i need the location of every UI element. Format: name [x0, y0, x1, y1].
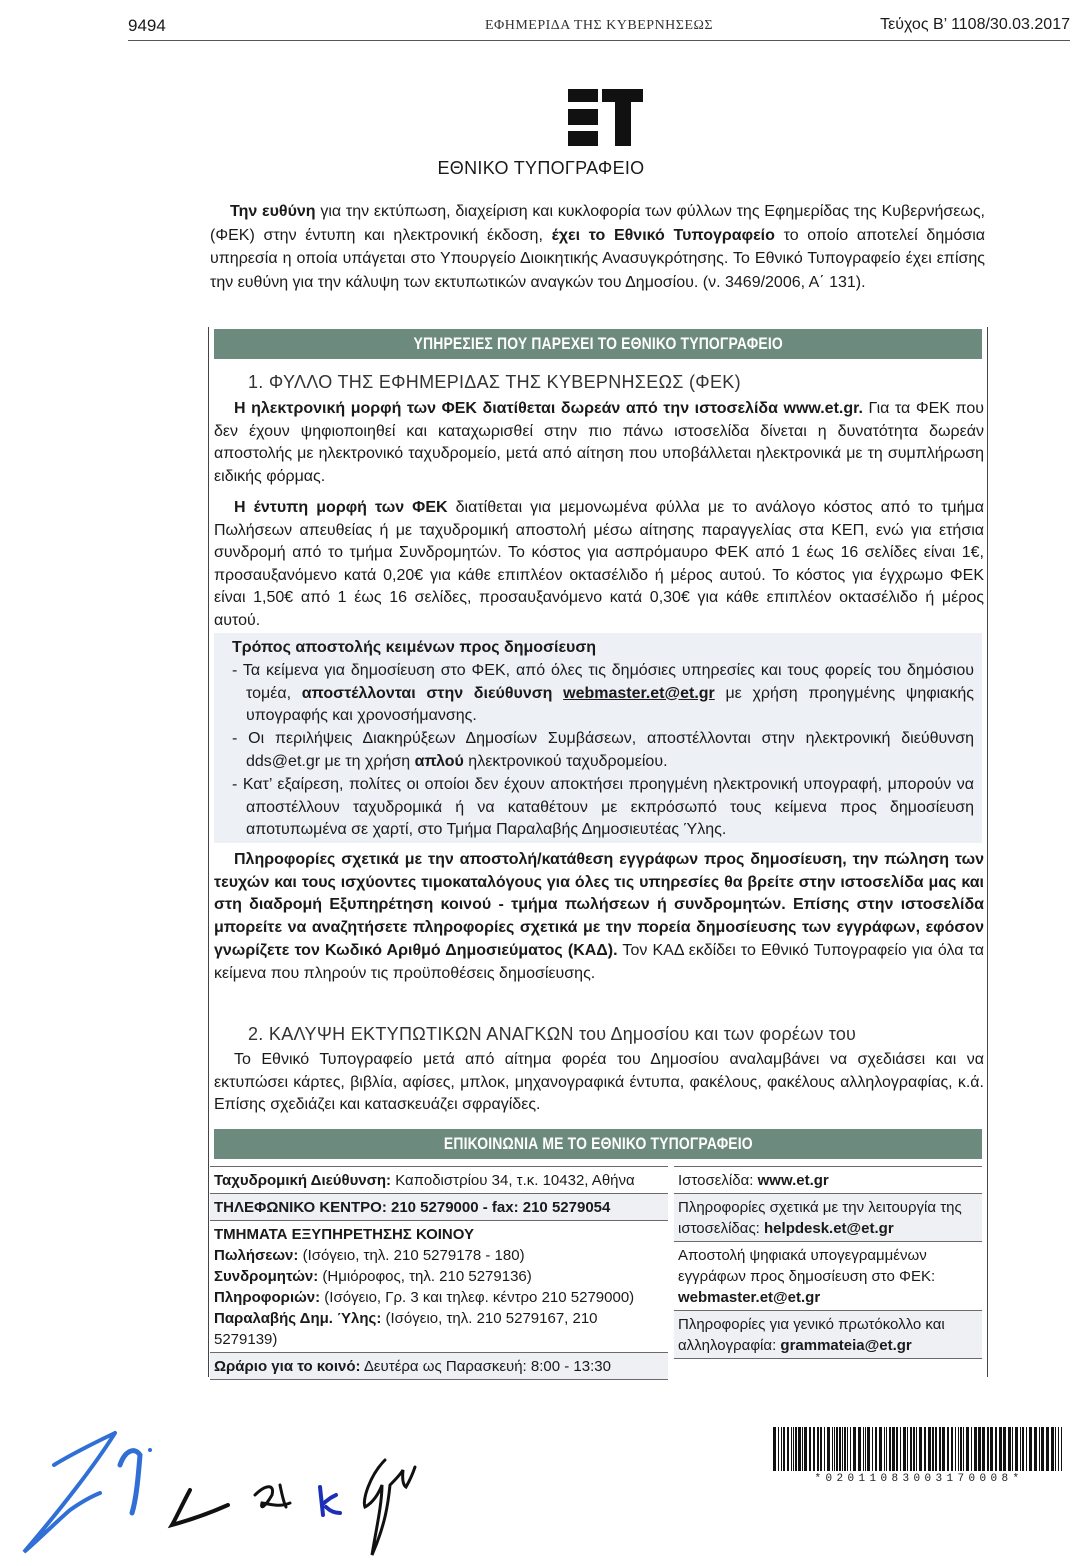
info-bold: Πληροφορίες σχετικά με την αποστολή/κατάθεση εγγράφων προς δημοσίευση, την πώληση των τευχών και τους ισχύοντες τιμοκαταλόγους για όλες τις υπηρεσίες θα βρείτε στην ιστοσελίδα μας και στη διαδρομή Εξυπηρέτηση κοινού - τμήμα πωλήσεων ή συνδρομητών. Επίσης στην ιστοσελίδα μπορείτε να αναζητήσετε πληροφορίες σχετικά με την πορεία δημοσίευσης των εγγράφων, εφόσον γνωρίζετε τον Κωδικό Αριθμό Δημοσιεύματος (ΚΑΔ). — [214, 851, 984, 959]
barcode-bar — [1003, 1427, 1006, 1471]
barcode-bar — [932, 1427, 934, 1471]
barcode-bar — [850, 1427, 851, 1471]
address-row — [210, 1166, 668, 1193]
barcode-bar — [942, 1427, 945, 1471]
submission-item-1-tail: με χρήση προηγμένης ψηφιακής υπογραφής και χρονοσήμανσης. — [246, 684, 975, 725]
barcode-bar — [813, 1427, 815, 1471]
barcode-bar — [827, 1427, 830, 1471]
department-label: Πωλήσεων: — [214, 1247, 299, 1264]
department-value: (Ισόγειο, Γρ. 3 και τηλεφ. κέντρο 210 5279000) — [320, 1289, 635, 1306]
department-value: (Ισόγειο, τηλ. 210 5279167, 210 5279139) — [214, 1310, 598, 1348]
barcode-bar — [1061, 1427, 1062, 1471]
barcode-bar — [787, 1427, 789, 1471]
barcode-bar — [809, 1427, 811, 1471]
barcode-bar — [903, 1427, 906, 1471]
phone-center-row: ΤΗΛΕΦΩΝΙΚΟ ΚΕΝΤΡΟ: 210 5279000 - fax: 210 5279054 — [210, 1193, 668, 1220]
intro-text-2: το οποίο αποτελεί δημόσια υπηρεσία η οποία υπάγεται στο Υπουργείο Διοικητικής Ανασυγκρότησης. Το Εθνικό Τυπογραφείο έχει επίσης την ευθύνη για την κάλυψη των εκτυπωτικών αναγκών του Δημοσίου. (ν. 3469/2006, Α΄ 131). — [210, 226, 986, 291]
barcode-bar — [783, 1427, 785, 1471]
barcode-bar — [1012, 1427, 1013, 1471]
et-logo-icon — [568, 89, 643, 146]
barcode-bar — [919, 1427, 922, 1471]
barcode-bar — [916, 1427, 917, 1471]
barcode-bar — [1026, 1427, 1027, 1471]
section-2-title — [248, 1024, 856, 1045]
website-link[interactable]: www.et.gr — [757, 1172, 829, 1189]
helpdesk-email-link[interactable]: helpdesk.et@et.gr — [764, 1220, 894, 1237]
journal-title: ΕΦΗΜΕΡΙΔΑ ΤΗΣ ΚΥΒΕΡΝΗΣΕΩΣ — [484, 18, 714, 33]
barcode-bar — [847, 1427, 848, 1471]
barcode-bar — [804, 1427, 807, 1471]
barcode-bar — [971, 1427, 972, 1471]
barcode-bar — [875, 1427, 877, 1471]
barcode-bar — [924, 1427, 926, 1471]
website-label: Ιστοσελίδα: — [678, 1172, 758, 1189]
section-2-text — [214, 1049, 984, 1121]
logo-name: ΕΘΝΙΚΟ ΤΥΠΟΓΡΑΦΕΙΟ — [437, 158, 645, 178]
barcode-bar — [910, 1427, 912, 1471]
print-bold: Η έντυπη μορφή των ΦΕΚ — [234, 499, 448, 516]
barcode-bar — [1046, 1427, 1049, 1471]
page-number: 9494 — [128, 16, 166, 35]
barcode-bar — [817, 1427, 819, 1471]
barcode-bar — [900, 1427, 901, 1471]
barcode-bar — [781, 1427, 782, 1471]
helpdesk-text: Πληροφορίες σχετικά με την λειτουργία της ιστοσελίδας: — [678, 1199, 962, 1237]
barcode-bar — [960, 1427, 962, 1471]
barcode-bar — [896, 1427, 898, 1471]
submission-item-1 — [232, 660, 974, 728]
barcode-bar — [990, 1427, 993, 1471]
intro-bold-1: Την ευθύνη — [230, 203, 316, 220]
services-band — [214, 329, 982, 359]
services-band-title: ΥΠΗΡΕΣΙΕΣ ΠΟΥ ΠΑΡΕΧΕΙ ΤΟ ΕΘΝΙΚΟ ΤΥΠΟΓΡΑΦΕΙΟ — [413, 334, 783, 353]
running-head — [128, 12, 1070, 41]
contact-band — [214, 1129, 982, 1159]
barcode-bar — [879, 1427, 882, 1471]
barcode-digits: *02011083003170008* — [814, 1473, 1024, 1485]
department-value: (Ισόγειο, τηλ. 210 5279178 - 180) — [298, 1247, 525, 1264]
print-text: διατίθεται για μεμονωμένα φύλλα με το ανάλογο κόστος από το τμήμα Πωλήσεων απευθείας ή με ταχυδρομική αποστολή μέσω αίτησης παραγγελίας στα ΚΕΠ, ενώ για ετήσια συνδρομή από το τμήμα Συνδρομητών. Το κόστος για ασπρόμαυρο ΦΕΚ από 1 έως 16 σελίδες είναι 1€, προσαυξανόμενο κατά 0,20€ για κάθε επιπλέον οκτασέλιδο ή μέρος αυτού. Το κόστος για έγχρωμο ΦΕΚ είναι 1,50€ από 1 έως 16 σελίδες, προσαυξανόμενο κατά 0,30€ για κάθε επιπλέον οκτασέλιδο ή μέρος αυτού. — [214, 499, 984, 629]
address-value: Καποδιστρίου 34, τ.κ. 10432, Αθήνα — [391, 1172, 635, 1189]
barcode-bar — [1055, 1427, 1056, 1471]
barcode-bar — [939, 1427, 941, 1471]
barcode-bar — [824, 1427, 825, 1471]
helpdesk-row — [674, 1193, 982, 1241]
barcode-bar — [1034, 1427, 1037, 1471]
intro-paragraph — [210, 200, 985, 294]
barcode-bar — [913, 1427, 915, 1471]
barcode-bar — [935, 1427, 937, 1471]
barcode-bar — [907, 1427, 908, 1471]
barcode-bar — [886, 1427, 887, 1471]
departments-block — [210, 1220, 668, 1352]
barcode-bar — [802, 1427, 803, 1471]
barcode-bar — [863, 1427, 864, 1471]
handwritten-signatures — [10, 1425, 430, 1565]
info-paragraph — [214, 849, 984, 989]
submission-item-2 — [232, 728, 974, 774]
issue-number: Τεύχος Β’ 1108/30.03.2017 — [880, 16, 1070, 33]
barcode-bar — [987, 1427, 989, 1471]
barcode-bar — [982, 1427, 985, 1471]
barcode-bar — [865, 1427, 866, 1471]
barcode-bar — [1039, 1427, 1040, 1471]
submission-item-3: - Κατ’ εξαίρεση, πολίτες οι οποίοι δεν έχουν αποκτήσει προηγμένη ηλεκτρονική υπογραφή, μπορούν να αποστέλλουν ταχυδρομικά ή να καταθέτουν με εκπρόσωπό τους κείμενα προς δημοσίευση αποτυπωμένα σε χαρτί, στο Τμήμα Παραλαβής Δημοσιευτέας Ύλης. — [232, 775, 974, 839]
grammateia-email-link[interactable]: grammateia@et.gr — [780, 1337, 912, 1354]
department-row — [214, 1287, 664, 1308]
address-label: Ταχυδρομική Διεύθυνση: — [214, 1172, 392, 1189]
barcode-bar — [858, 1427, 861, 1471]
contact-right-column — [674, 1166, 982, 1359]
barcode-bar — [995, 1427, 997, 1471]
barcode-bar — [974, 1427, 977, 1471]
barcode-bar — [773, 1427, 776, 1471]
barcode-bar — [872, 1427, 873, 1471]
barcode-bar — [1051, 1427, 1054, 1471]
barcode-icon — [773, 1427, 1063, 1471]
submission-item-2-text: - Οι περιλήψεις Διακηρύξεων Δημοσίων Συμβάσεων, αποστέλλονται στην ηλεκτρονική διεύθυνση dds@et.gr με τη χρήση — [232, 730, 974, 770]
barcode-bar — [778, 1427, 779, 1471]
department-label: Παραλαβής Δημ. Ύλης: — [214, 1310, 382, 1327]
website-row — [674, 1166, 982, 1193]
submission-item-2-bold: απλού — [414, 752, 464, 770]
barcode-bar — [1020, 1427, 1021, 1471]
submission-title: Τρόπος αποστολής κειμένων προς δημοσίευση — [232, 639, 597, 656]
hours-label: Ωράριο για το κοινό: — [214, 1358, 361, 1375]
barcode-bar — [892, 1427, 895, 1471]
barcode-bar — [1058, 1427, 1059, 1471]
barcode-bar — [839, 1427, 841, 1471]
webmaster-row — [674, 1241, 982, 1310]
barcode-bar — [1015, 1427, 1018, 1471]
barcode-bar — [844, 1427, 846, 1471]
webmaster-email-link[interactable]: webmaster.et@et.gr — [563, 684, 715, 702]
grammateia-row — [674, 1310, 982, 1359]
barcode-bar — [889, 1427, 891, 1471]
section-1-electronic — [214, 398, 984, 492]
department-label: Πληροφοριών: — [214, 1289, 321, 1306]
barcode-bar — [999, 1427, 1002, 1471]
barcode-bar — [795, 1427, 797, 1471]
department-row — [214, 1245, 664, 1266]
barcode-bar — [798, 1427, 801, 1471]
barcode-bar — [947, 1427, 949, 1471]
info-text: Τον ΚΑΔ εκδίδει το Εθνικό Τυπογραφείο για όλα τα κείμενα που πληρούν τις προϋποθέσεις δημοσίευσης. — [214, 941, 984, 982]
barcode-bar — [842, 1427, 843, 1471]
submission-item-1-bold: αποστέλλονται στην διεύθυνση — [301, 684, 553, 702]
barcode-bar — [867, 1427, 870, 1471]
department-value: (Ημιόροφος, τηλ. 210 5279136) — [318, 1268, 532, 1285]
section-2-title-lower: του Δημοσίου και των φορέων του — [573, 1024, 857, 1044]
departments-title: ΤΜΗΜΑΤΑ ΕΞΥΠΗΡΕΤΗΣΗΣ ΚΟΙΝΟΥ — [214, 1226, 475, 1243]
barcode-bar — [834, 1427, 835, 1471]
submission-item-1-text: - Τα κείμενα για δημοσίευση στο ΦΕΚ, από όλες τις δημόσιες υπηρεσίες και τους φορείς του δημόσιου τομέα, — [232, 661, 974, 702]
hours-row — [210, 1352, 668, 1380]
barcode-bar — [1029, 1427, 1032, 1471]
department-row — [214, 1266, 664, 1287]
hours-value: Δευτέρα ως Παρασκευή: 8:00 - 13:30 — [360, 1358, 611, 1375]
barcode-bar — [951, 1427, 953, 1471]
submission-box — [214, 633, 982, 843]
department-row — [214, 1308, 664, 1350]
section-1-print — [214, 497, 984, 636]
barcode-bar — [853, 1427, 856, 1471]
grammateia-text: Πληροφορίες για γενικό πρωτόκολλο και αλληλογραφία: — [678, 1316, 945, 1354]
section-2-title-caps: 2. ΚΑΛΥΨΗ ΕΚΤΥΠΩΤΙΚΩΝ ΑΝΑΓΚΩΝ — [248, 1024, 574, 1044]
barcode-bar — [1008, 1427, 1011, 1471]
webmaster-email[interactable]: webmaster.et@et.gr — [678, 1289, 821, 1306]
barcode-bar — [791, 1427, 792, 1471]
submission-item-2-tail: ηλεκτρονικού ταχυδρομείου. — [463, 752, 668, 770]
barcode-bar — [928, 1427, 931, 1471]
barcode-bar — [978, 1427, 981, 1471]
electronic-bold: Η ηλεκτρονική μορφή των ΦΕΚ διατίθεται δωρεάν από την ιστοσελίδα www.et.gr. — [234, 400, 863, 417]
electronic-text: Για τα ΦΕΚ που δεν έχουν ψηφιοποιηθεί και καταχωρισθεί στην πιο πάνω ιστοσελίδα δίνεται η δυνατότητα δωρεάν αποστολής με ηλεκτρονικό ταχυδρομείο, μετά από αίτηση που υποβάλλεται ηλεκτρονικά με τη συμπλήρωση ειδικής φόρμας. — [214, 400, 984, 485]
barcode-bar — [836, 1427, 838, 1471]
section-2-paragraph: Το Εθνικό Τυπογραφείο μετά από αίτημα φορέα του Δημοσίου αναλαμβάνει να σχεδιάσει και να εκτυπώσει κάρτες, βιβλία, αφίσες, μπλοκ, μηχανογραφικά έντυπα, φακέλους, φακέλους αλληλογραφίας, κ.ά. Επίσης σχεδιάζει και κατασκευάζει σφραγίδες. — [214, 1051, 984, 1113]
barcode-bar — [884, 1427, 885, 1471]
barcode-bar — [955, 1427, 956, 1471]
barcode-bar — [1041, 1427, 1044, 1471]
barcode-bar — [963, 1427, 964, 1471]
department-label: Συνδρομητών: — [214, 1268, 319, 1285]
barcode-bar — [1022, 1427, 1024, 1471]
barcode-bar — [793, 1427, 794, 1471]
contact-band-title: ΕΠΙΚΟΙΝΩΝΙΑ ΜΕ ΤΟ ΕΘΝΙΚΟ ΤΥΠΟΓΡΑΦΕΙΟ — [443, 1134, 753, 1153]
intro-text-1: για την εκτύπωση, διαχείριση και κυκλοφορία των φύλλων της Εφημερίδας της Κυβερνήσεως, (ΦΕΚ) στην έντυπη και ηλεκτρονική έκδοση, — [210, 203, 985, 244]
intro-bold-2: έχει το Εθνικό Τυπογραφείο — [551, 226, 775, 244]
barcode-bar — [832, 1427, 833, 1471]
webmaster-text: Αποστολή ψηφιακά υπογεγραμμένων εγγράφων προς δημοσίευση στο ΦΕΚ: — [678, 1247, 936, 1285]
barcode-bar — [966, 1427, 969, 1471]
section-1-title: 1. ΦΥΛΛΟ ΤΗΣ ΕΦΗΜΕΡΙΔΑΣ ΤΗΣ ΚΥΒΕΡΝΗΣΕΩΣ (ΦΕΚ) — [248, 372, 741, 392]
barcode-bar — [820, 1427, 822, 1471]
contact-left-column — [210, 1166, 668, 1380]
barcode-bar — [958, 1427, 959, 1471]
